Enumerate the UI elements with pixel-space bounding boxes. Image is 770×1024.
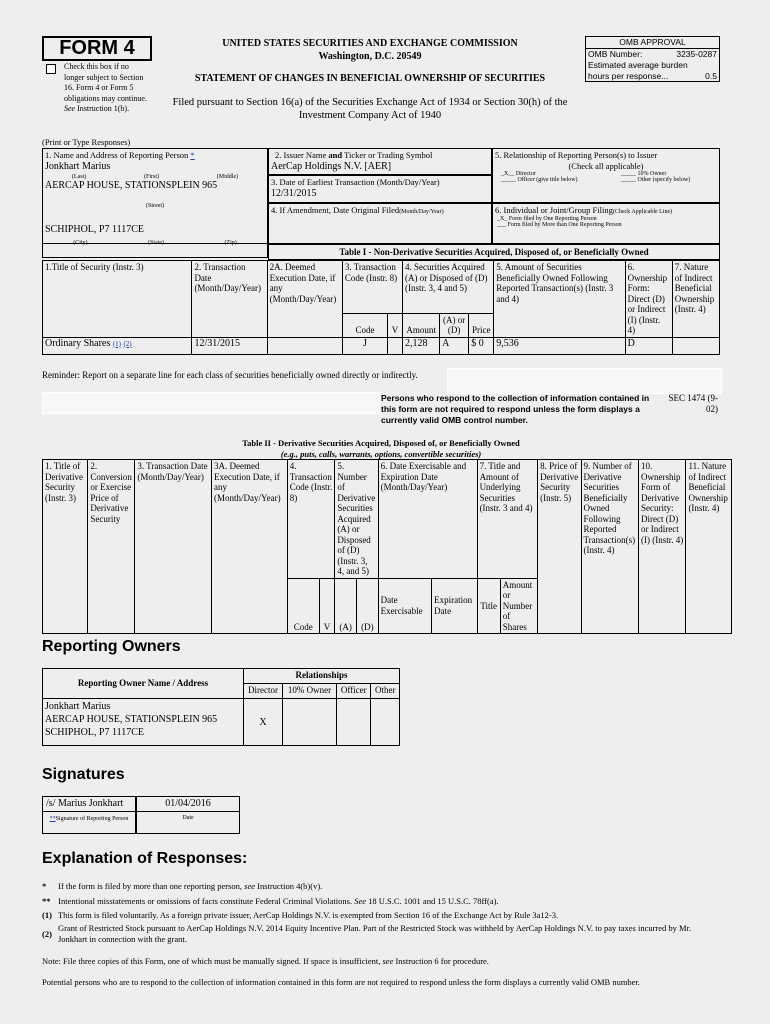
box5-officer[interactable]: _____ Officer (give title below) [501, 177, 578, 183]
t2-sub-expiration: Expiration Date [432, 578, 477, 634]
footnote-1-link[interactable]: (1) [112, 339, 121, 348]
t1-code: J [342, 337, 387, 354]
t1-deemed [267, 337, 342, 354]
explanation-fn1 [42, 910, 722, 920]
t1-h2a: 2A. Deemed Execution Date, if any (Month/Day/Year) [267, 261, 342, 338]
t1-h1: 1.Title of Security (Instr. 3) [43, 261, 192, 338]
t1-h4: 4. Securities Acquired (A) or Disposed of (D) (Instr. 3, 4 and 5) [403, 261, 494, 314]
t2-sub-title: Title [477, 578, 500, 634]
print-type-note: (Print or Type Responses) [42, 137, 131, 147]
omb-hours: 0.5 [705, 71, 717, 81]
omb-title: OMB APPROVAL [586, 37, 719, 49]
box2-label-pre: 2. Issuer Name [275, 150, 327, 160]
explanation-star-see: see [244, 881, 255, 891]
box1-city-section [42, 240, 268, 258]
box5-other[interactable]: _____ Other (specify below) [621, 177, 691, 183]
footnote-2-link[interactable]: (2) [123, 339, 132, 348]
t1-form: D [625, 337, 672, 354]
t2-h2: 2. Conversion or Exercise Price of Derivative Security [88, 460, 135, 634]
signature-date-box [136, 796, 240, 812]
explanation-fn2 [42, 923, 722, 945]
box4-amendment [268, 203, 492, 244]
box1-street-section [42, 203, 268, 244]
table1 [42, 260, 720, 355]
t2-h3: 3. Transaction Date (Month/Day/Year) [135, 460, 212, 634]
box1-city: (City) [73, 240, 88, 246]
table2-title: Table II - Derivative Securities Acquired, Disposed of, or Beneficially Owned [242, 438, 520, 448]
t1-date: 12/31/2015 [192, 337, 267, 354]
checkbox-text [64, 62, 150, 115]
reporting-person-city: SCHIPHOL, P7 1117CE [45, 224, 144, 235]
date-label-box [136, 812, 240, 834]
reporting-person-name: Jonkhart Marius [45, 161, 111, 172]
signature-label-box [42, 812, 136, 834]
sec-number: SEC 1474 (9-02) [668, 393, 718, 414]
t2-sub-v: V [319, 578, 335, 634]
explanation-fn2-mark: (2) [42, 929, 52, 939]
omb-number: 3235-0287 [676, 49, 717, 59]
t2-h7: 7. Title and Amount of Underlying Securities (Instr. 3 and 4) [477, 460, 538, 579]
t2-h4: 4. Transaction Code (Instr. 8) [287, 460, 335, 579]
table-row [43, 337, 720, 354]
table-row [43, 699, 400, 746]
ro-col-director: Director [244, 684, 283, 699]
t2-h9: 9. Number of Derivative Securities Beneficially Owned Following Reported Transaction(s) (Instr. 4) [581, 460, 639, 634]
omb-number-label: OMB Number: [588, 49, 643, 59]
omb-burden-label: Estimated average burden [588, 60, 688, 70]
explanation-dstar [42, 896, 722, 906]
explanation-note-post: Instruction 6 for procedure. [395, 956, 489, 966]
box4-label-small: (Month/Day/Year) [399, 209, 444, 215]
box1-state: (State) [148, 240, 164, 246]
explanation-dstar-mark: ** [42, 896, 51, 906]
omb-hours-label: hours per response... [588, 71, 669, 81]
t2-sub-exercisable: Date Exercisable [378, 578, 431, 634]
box2-issuer [268, 148, 492, 175]
box1-street: (Street) [146, 203, 164, 209]
t1-price: $ 0 [469, 337, 494, 354]
statement-title: STATEMENT OF CHANGES IN BENEFICIAL OWNERSHIP OF SECURITIES [194, 73, 546, 84]
explanation-dstar-pre: Intentional misstatements or omissions of facts constitute Federal Criminal Violations. [58, 896, 353, 906]
t1-sub-amount: Amount [403, 313, 440, 337]
box5-label: 5. Relationship of Reporting Person(s) to Issuer [495, 150, 658, 160]
earliest-transaction-date: 12/31/2015 [271, 188, 317, 199]
checkbox-see: See [64, 104, 76, 113]
explanation-fn1-text: This form is filed voluntarily. As a foreign private issuer, AerCap Holdings N.V. is exempted from Section 16 of the Exchange Act by Rule 3a12-3. [57, 910, 559, 920]
box5-sub: (Check all applicable) [568, 161, 644, 171]
explanation-potential: Potential persons who are to respond to the collection of information contained in this form are not required to respond unless the form displays a currently valid OMB number. [42, 977, 640, 987]
table2-subtitle: (e.g., puts, calls, warrants, options, convertible securities) [280, 449, 482, 459]
t1-owned: 9,536 [494, 337, 625, 354]
t1-h3: 3. Transaction Code (Instr. 8) [342, 261, 402, 314]
signature-label: Signature of Reporting Person [55, 816, 129, 822]
agency-city: Washington, D.C. 20549 [318, 51, 422, 62]
box1-label: 1. Name and Address of Reporting Person [45, 150, 189, 160]
explanation-note [42, 956, 722, 966]
form-title: FORM 4 [59, 37, 135, 59]
agency-name: UNITED STATES SECURITIES AND EXCHANGE COMMISSION [222, 38, 518, 49]
box1-last: (Last) [71, 174, 87, 180]
t2-h3a: 3A. Deemed Execution Date, if any (Month/Day/Year) [212, 460, 288, 634]
checkbox-instr: Instruction 1(b). [77, 104, 130, 113]
explanation-note-pre: Note: File three copies of this Form, one of which must be manually signed. If space is insufficient, [42, 956, 381, 966]
signature-value: /s/ Marius Jonkhart [46, 798, 124, 809]
ro-director-mark: X [244, 699, 283, 746]
t1-h2: 2. Transaction Date (Month/Day/Year) [192, 261, 267, 338]
t2-h10: 10. Ownership Form of Derivative Security: Direct (D) or Indirect (I) (Instr. 4) [639, 460, 686, 634]
t2-h5: 5. Number of Derivative Securities Acquired (A) or Disposed of (D) (Instr. 3, 4, and 5) [335, 460, 378, 579]
issuer-name: AerCap Holdings N.V. [AER] [271, 161, 392, 172]
signature-box [42, 796, 136, 812]
ro-owner-city: SCHIPHOL, P7 1117CE [45, 727, 144, 738]
box1-middle: (Middle) [216, 174, 239, 180]
signature-date: 01/04/2016 [165, 798, 211, 809]
table1-title: Table I - Non-Derivative Securities Acquired, Disposed of, or Beneficially Owned [268, 244, 720, 260]
box5-ten-owner[interactable]: _____ 10% Owner [621, 171, 667, 177]
reminder-blank-left [42, 392, 380, 414]
ro-owner-name: Jonkhart Marius [45, 701, 111, 712]
box1-zip: (Zip) [224, 240, 237, 246]
omb-approval-box [585, 36, 720, 82]
explanation-fn1-mark: (1) [42, 910, 52, 920]
ro-relationships: Relationships [244, 669, 400, 684]
ro-col-officer: Officer [337, 684, 371, 699]
checkbox-text-main: Check this box if no longer subject to Section 16. Form 4 or Form 5 obligations may continue. [64, 62, 147, 103]
box5-relationship [492, 148, 720, 203]
explanation-fn2-text: Grant of Restricted Stock pursuant to AerCap Holdings N.V. 2014 Equity Incentive Plan. Part of the Restricted Stock was withheld by AerCap Holdings N.V. to pay taxes incurred by Mr. Jonkhart in connection with the grant. [58, 923, 692, 944]
explanation-star [42, 881, 722, 891]
ro-owner-street: AERCAP HOUSE, STATIONSPLEIN 965 [45, 714, 218, 725]
t1-sub-v: V [388, 313, 403, 337]
box6-one[interactable]: _X_ Form filed by One Reporting Person [497, 216, 597, 222]
reminder-blank-right [447, 368, 722, 394]
reminder-text: Reminder: Report on a separate line for each class of securities beneficially owned directly or indirectly. [42, 370, 418, 380]
t2-h8: 8. Price of Derivative Security (Instr. 5) [538, 460, 581, 634]
box2-label-post: Ticker or Trading Symbol [344, 150, 433, 160]
date-label: Date [182, 815, 194, 821]
t1-sub-code: Code [342, 313, 387, 337]
box1-star[interactable]: * [190, 150, 195, 160]
box6-label: 6. Individual or Joint/Group Filing [495, 205, 613, 215]
t1-sub-price: Price [469, 313, 494, 337]
reporting-person-address: AERCAP HOUSE, STATIONSPLEIN 965 [45, 180, 218, 191]
t1-h7: 7. Nature of Indirect Beneficial Ownership (Instr. 4) [672, 261, 719, 338]
t2-sub-code: Code [287, 578, 319, 634]
box3-label: 3. Date of Earliest Transaction (Month/Day/Year) [271, 177, 440, 187]
t2-sub-a: (A) [335, 578, 357, 634]
t1-nature [672, 337, 719, 354]
t1-amount: 2,128 [403, 337, 440, 354]
explanation-dstar-post: 18 U.S.C. 1001 and 15 U.S.C. 78ff(a). [368, 896, 499, 906]
t2-sub-d: (D) [356, 578, 378, 634]
box3-earliest [268, 175, 492, 203]
explanation-star-post: Instruction 4(b)(v). [257, 881, 323, 891]
t1-h5: 5. Amount of Securities Beneficially Owned Following Reported Transaction(s) (Instr. 3 and 4) [494, 261, 625, 338]
box1-first: (First) [144, 174, 159, 180]
ro-col-ten: 10% Owner [283, 684, 337, 699]
box6-label-small: (Check Applicable Line) [612, 209, 673, 215]
t1-security: Ordinary Shares [45, 337, 111, 349]
t1-aord: A [440, 337, 469, 354]
reporting-owners-table [42, 668, 400, 746]
no-longer-subject-checkbox[interactable] [46, 64, 56, 74]
form-title-box [42, 36, 152, 61]
signature-label-mark[interactable]: ** [49, 816, 56, 822]
box6-more[interactable]: ___ Form filed by More than One Reporting Person [497, 222, 622, 228]
explanation-dstar-see: See [354, 896, 367, 906]
persons-notice: Persons who respond to the collection of information contained in this form are not required to respond unless the form displays a currently valid OMB control number. [381, 393, 650, 425]
explanation-star-pre: If the form is filed by more than one reporting person, [58, 881, 243, 891]
explanation-heading: Explanation of Responses: [42, 850, 248, 867]
explanation-note-see: see [382, 956, 394, 966]
t2-h1: 1. Title of Derivative Security (Instr. 3) [43, 460, 88, 634]
table2 [42, 459, 732, 634]
box5-director[interactable]: _X__ Director [501, 171, 536, 177]
box2-label-and: and [328, 150, 343, 160]
signatures-heading: Signatures [42, 766, 125, 783]
t1-h6: 6. Ownership Form: Direct (D) or Indirect (I) (Instr. 4) [625, 261, 672, 338]
t2-sub-amount: Amount or Number of Shares [500, 578, 537, 634]
reporting-owners-heading: Reporting Owners [42, 638, 181, 655]
table2-subtitle-wrap [42, 449, 720, 459]
t1-sub-aord: (A) or (D) [440, 313, 469, 337]
explanation-star-mark: * [42, 881, 47, 891]
ro-col-name: Reporting Owner Name / Address [43, 669, 244, 699]
box4-label: 4. If Amendment, Date Original Filed [271, 205, 400, 215]
ro-col-other: Other [371, 684, 400, 699]
box6-filing [492, 203, 720, 244]
t2-h11: 11. Nature of Indirect Beneficial Ownership (Instr. 4) [686, 460, 732, 634]
filed-pursuant: Filed pursuant to Section 16(a) of the Securities Exchange Act of 1934 or Section 30(h) of the Investment Company Act of 1940 [172, 97, 568, 121]
t1-v [388, 337, 403, 354]
t2-h6: 6. Date Exercisable and Expiration Date (Month/Day/Year) [378, 460, 477, 579]
